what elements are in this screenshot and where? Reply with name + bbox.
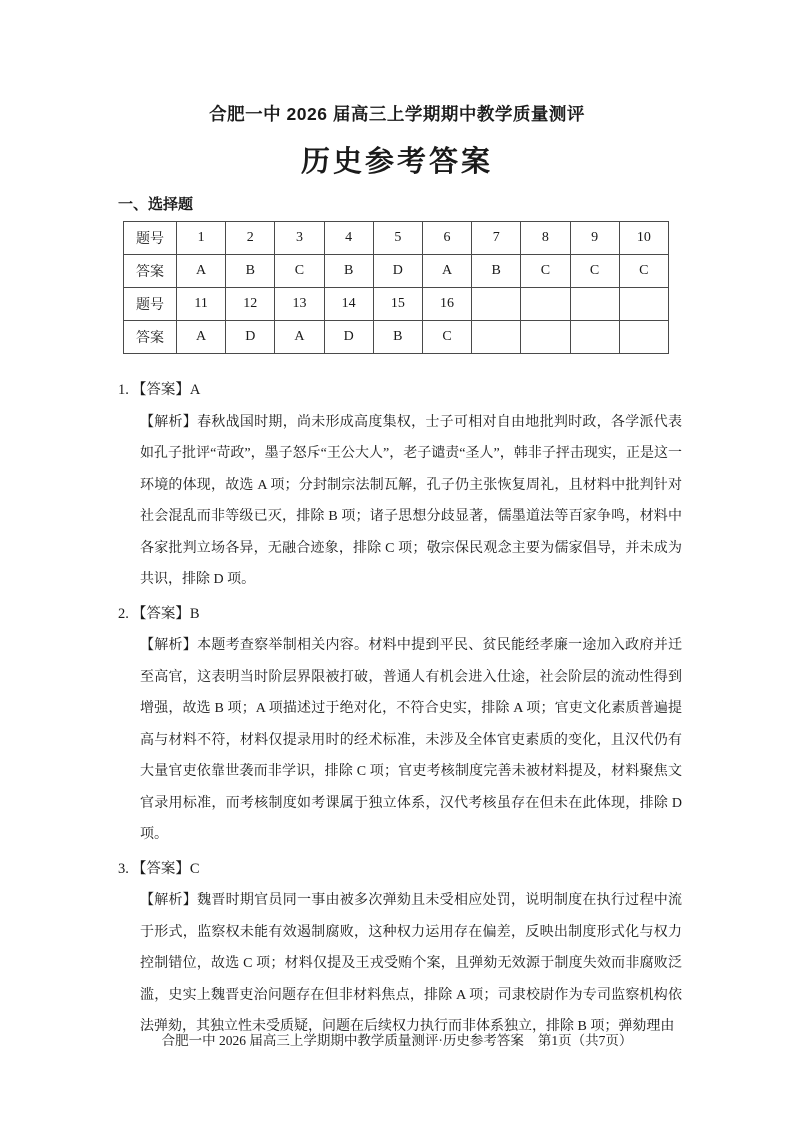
table-cell: 15	[373, 288, 422, 321]
answer-explanations	[118, 375, 682, 1043]
page-title: 历史参考答案	[300, 146, 493, 178]
table-cell: 2	[226, 222, 275, 255]
row-label: 答案	[124, 255, 177, 288]
table-cell: C	[422, 321, 471, 354]
table-cell: C	[570, 255, 619, 288]
table-cell: 14	[324, 288, 373, 321]
question-answer: 【答案】B	[131, 605, 200, 622]
table-cell: 7	[472, 222, 521, 255]
table-row	[124, 288, 669, 321]
question-answer: 【答案】A	[131, 382, 201, 398]
table-cell	[521, 288, 570, 321]
table-cell: B	[226, 255, 275, 288]
table-cell: 3	[275, 222, 324, 255]
question-number: 3.	[118, 860, 129, 877]
question-2-answer-line	[118, 599, 682, 631]
table-cell: 13	[275, 288, 324, 321]
table-cell	[570, 321, 619, 354]
table-cell: A	[177, 255, 226, 288]
table-cell: 1	[177, 222, 226, 255]
table-cell: B	[472, 255, 521, 288]
table-cell: 4	[324, 222, 373, 255]
table-cell: 8	[521, 222, 570, 255]
table-cell: D	[324, 321, 373, 354]
table-cell	[472, 288, 521, 321]
question-2-analysis: 【解析】本题考查察举制相关内容。材料中提到平民、贫民能经孝廉一途加入政府并迁至高官，这表明当时阶层界限被打破，普通人有机会进入仕途，社会阶层的流动性得到增强，故选 B 项；A 项描述过于绝对化，不符合史实，排除 A 项；官吏文化素质普遍提高与材料不符，材料仅提录用时的经术标准，未涉及全体官吏素质的变化，且汉代仍有大量官吏依靠世袭而非学识，排除 C 项；官吏考核制度完善未被材料提及，材料聚焦文官录用标准，而考核制度如考课属于独立体系，汉代考核虽存在但未在此体现，排除 D 项。	[140, 638, 682, 842]
question-number: 2.	[118, 605, 129, 622]
table-cell	[619, 321, 668, 354]
table-cell: 16	[422, 288, 471, 321]
table-cell: C	[619, 255, 668, 288]
question-3-block	[118, 854, 682, 1043]
table-cell: 6	[422, 222, 471, 255]
table-cell: A	[275, 321, 324, 354]
footer-title: 合肥一中 2026 届高三上学期期中教学质量测评·历史参考答案	[161, 1033, 524, 1048]
question-1-analysis: 【解析】春秋战国时期，尚未形成高度集权，士子可相对自由地批判时政，各学派代表如孔子批评“苛政”，墨子怒斥“王公大人”，老子谴责“圣人”，韩非子抨击现实，正是这一环境的体现，故选 A 项；分封制宗法制瓦解，孔子仍主张恢复周礼，且材料中批判针对社会混乱而非等级已灭，排除 B 项；诸子思想分歧显著，儒墨道法等百家争鸣，材料中各家批判立场各异，无融合迹象，排除 C 项；敬宗保民观念主要为儒家倡导，并未成为共识，排除 D 项。	[140, 414, 682, 587]
question-answer: 【答案】C	[131, 860, 200, 877]
row-label: 题号	[124, 222, 177, 255]
question-3-answer-line	[118, 854, 682, 886]
answer-key-table	[123, 221, 669, 354]
table-cell: B	[373, 321, 422, 354]
table-cell: C	[275, 255, 324, 288]
table-cell: D	[373, 255, 422, 288]
question-3-analysis: 【解析】魏晋时期官员同一事由被多次弹劾且未受相应处罚，说明制度在执行过程中流于形式，监察权未能有效遏制腐败，这种权力运用存在偏差，反映出制度形式化与权力控制错位，故选 C 项；材料仅提及王戎受贿个案，且弹劾无效源于制度失效而非腐败泛滥，史实上魏晋吏治问题存在但非材料焦点，排除 A 项；司隶校尉作为专司监察机构依法弹劾，其独立性未受质疑，问题在后续权力执行而非体系独立，排除 B 项；弹劾理由	[140, 893, 682, 1034]
row-label: 答案	[124, 321, 177, 354]
table-row	[124, 255, 669, 288]
table-cell: 10	[619, 222, 668, 255]
table-cell: 12	[226, 288, 275, 321]
table-cell: 11	[177, 288, 226, 321]
section-heading-multiple-choice: 一、选择题	[118, 196, 194, 213]
table-cell: B	[324, 255, 373, 288]
table-cell: D	[226, 321, 275, 354]
question-1-answer-line	[118, 375, 682, 407]
footer-page-number: 第1页（共7页）	[537, 1033, 633, 1048]
row-label: 题号	[124, 288, 177, 321]
question-1-block	[118, 375, 682, 596]
table-cell	[619, 288, 668, 321]
table-cell	[472, 321, 521, 354]
table-cell: 5	[373, 222, 422, 255]
table-cell: 9	[570, 222, 619, 255]
question-number: 1.	[118, 382, 129, 398]
table-cell	[521, 321, 570, 354]
question-2-block	[118, 599, 682, 851]
page-footer	[0, 1031, 794, 1051]
table-row	[124, 222, 669, 255]
table-cell: C	[521, 255, 570, 288]
exam-header-title: 合肥一中 2026 届高三上学期期中教学质量测评	[209, 104, 585, 124]
table-cell: A	[422, 255, 471, 288]
table-cell: A	[177, 321, 226, 354]
table-cell	[570, 288, 619, 321]
table-row	[124, 321, 669, 354]
